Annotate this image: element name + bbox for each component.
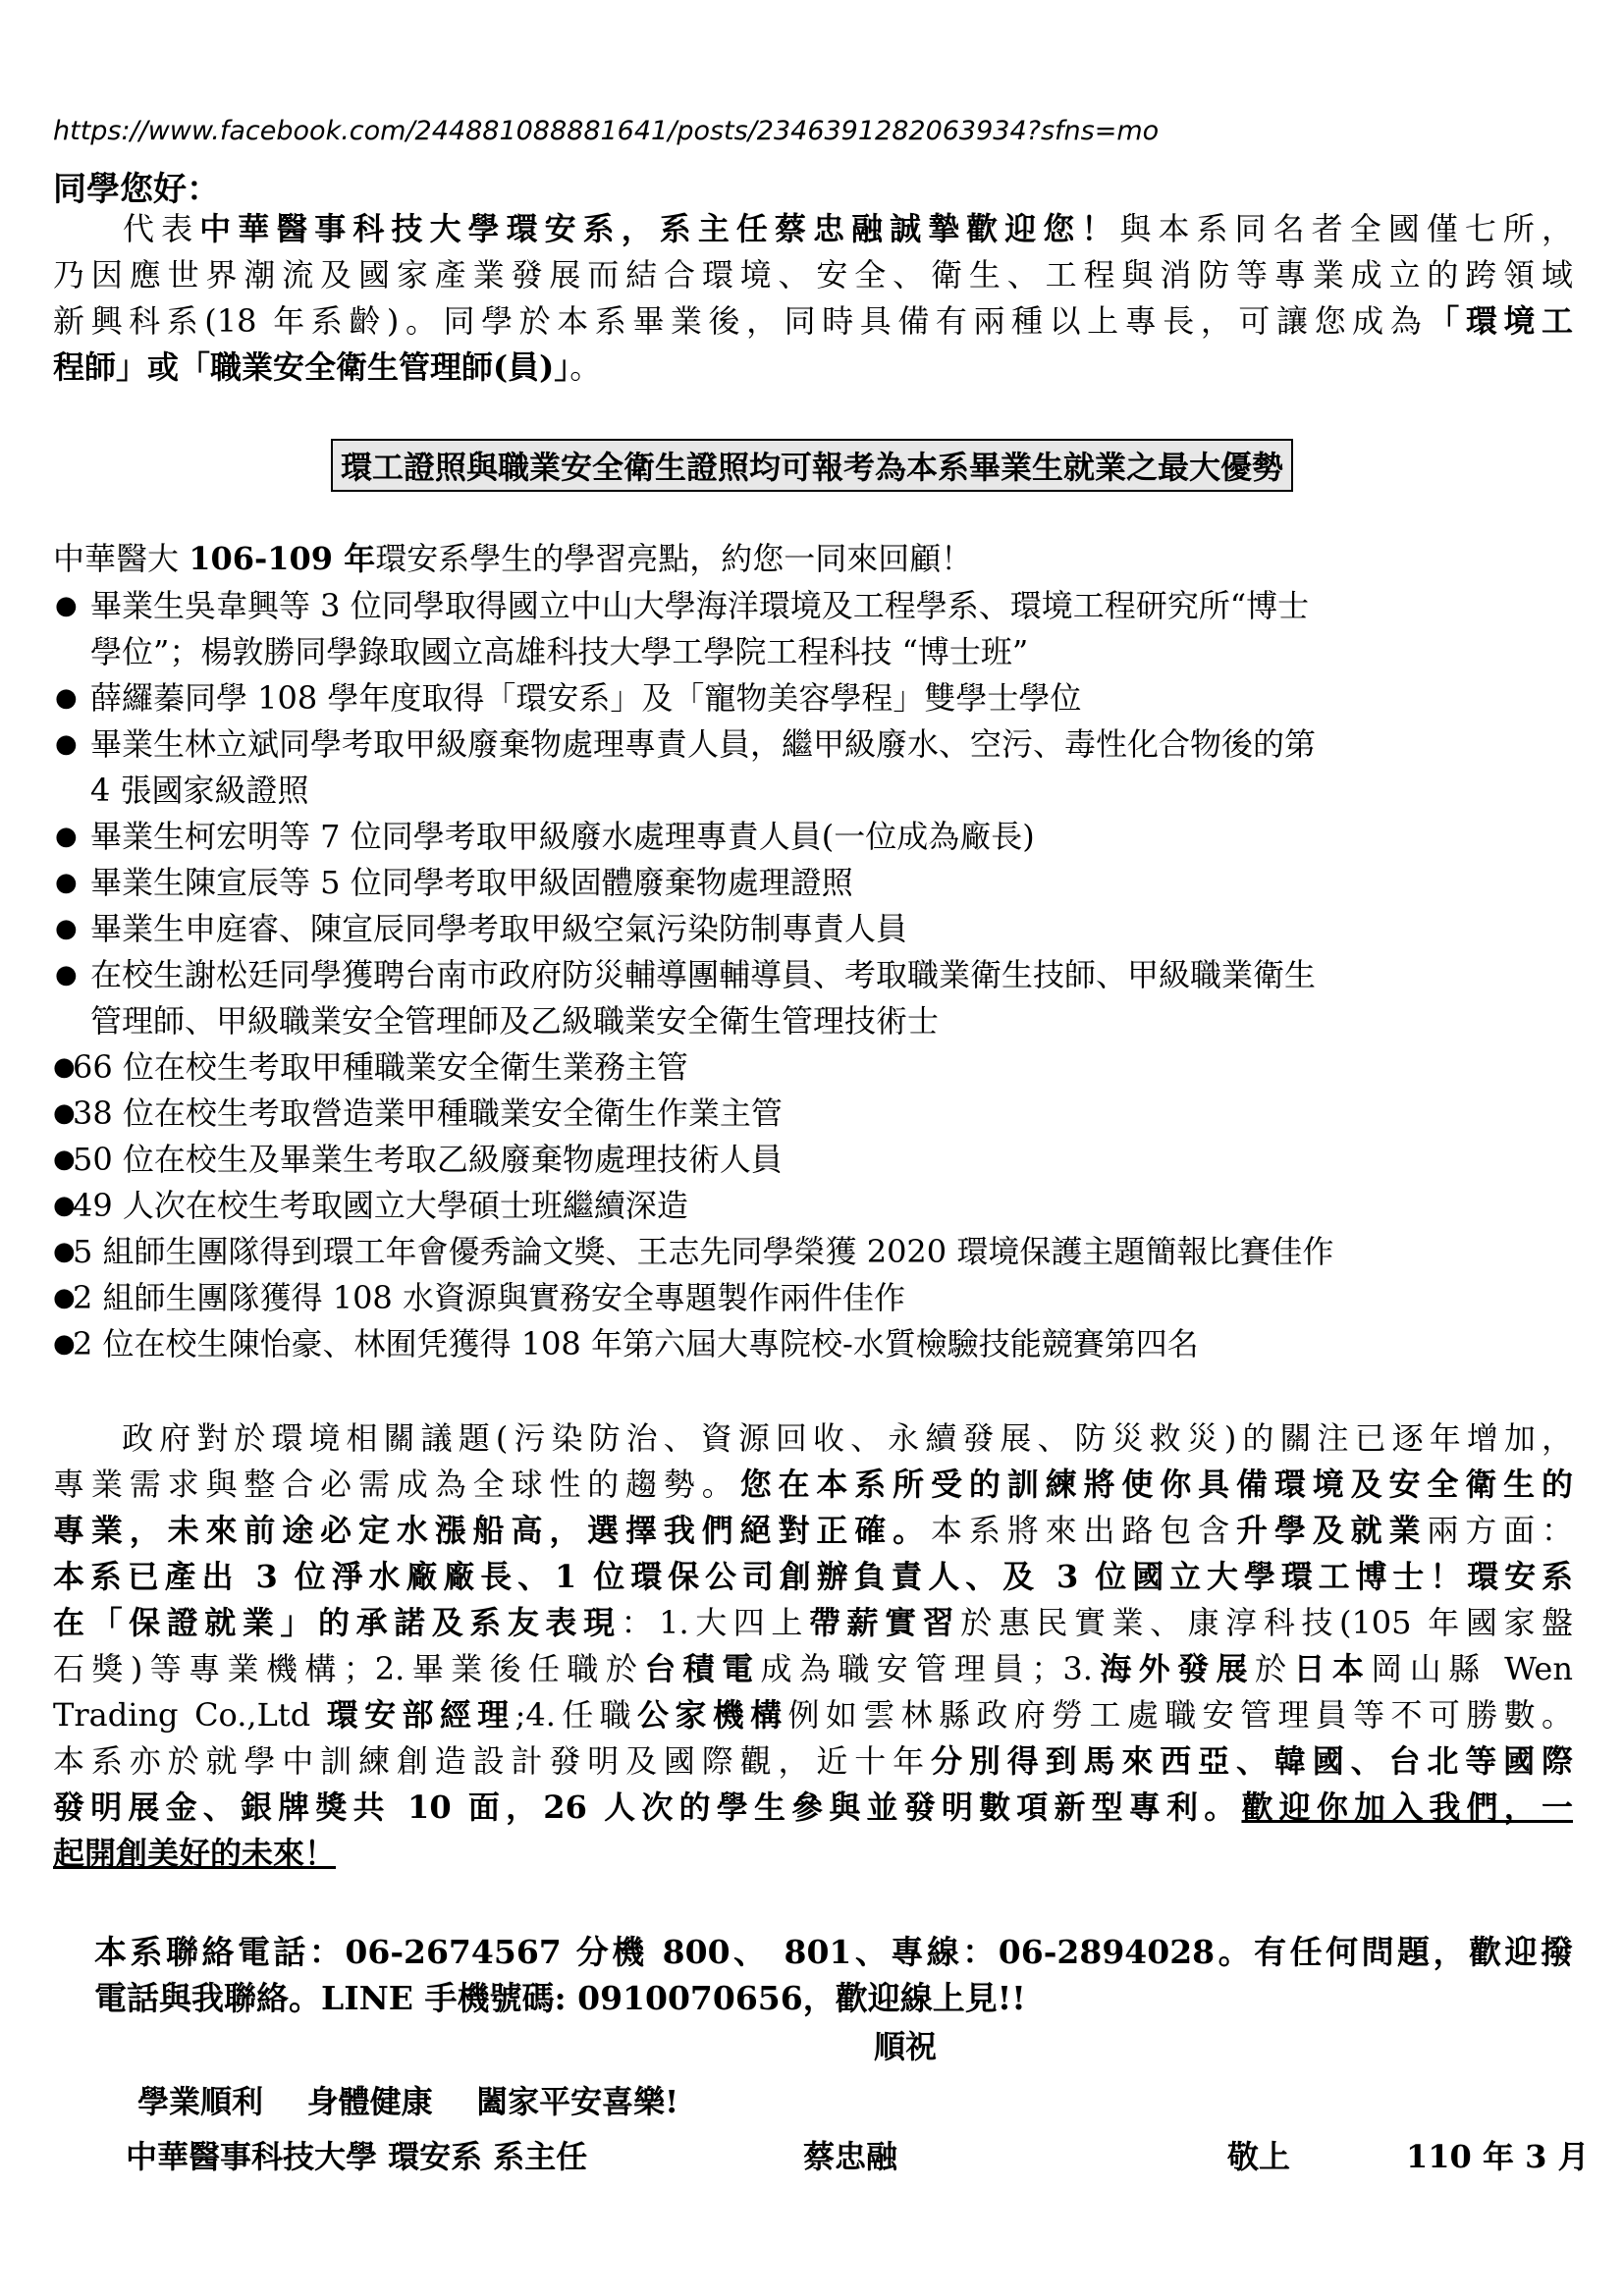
highlight-text: 畢業生陳宣辰等 5 位同學考取甲級固體廢棄物處理證照 (90, 864, 853, 901)
highlight-item (53, 952, 1585, 1044)
intro-text: 與本系同名者全國僅七所， (1119, 210, 1573, 247)
highlight-item (53, 1183, 1585, 1229)
signature-date: 110 年 3 月 (1406, 2138, 1590, 2175)
highlight-text: 學位”；楊敦勝同學錄取國立高雄科技大學工學院工程科技 “博士班” (90, 633, 1029, 670)
highlights-list (53, 583, 1585, 1367)
wishes: 學業順利 身體健康 闔家平安喜樂! (137, 2083, 679, 2120)
body-text: ：1.大四上 (621, 1604, 809, 1641)
highlight-item (53, 1275, 1585, 1321)
body-bold: 專業，未來前途必定水漲船高，選擇我們絕對正確。 (53, 1512, 932, 1549)
body-paragraph (53, 1415, 1573, 1877)
bullet-icon: ● (53, 1191, 76, 1220)
highlight-text: 畢業生柯宏明等 7 位同學考取甲級廢水處理專責人員(一位成為廠長) (90, 818, 1035, 855)
signature-org: 中華醫事科技大學 環安系 系主任 (126, 2138, 588, 2175)
heading-text: 中華醫大 (53, 540, 189, 577)
body-text: ;4.任職 (514, 1696, 638, 1734)
body-text: 於 (1255, 1650, 1294, 1687)
highlight-item (53, 906, 1585, 952)
highlight-text: 在校生謝松廷同學獲聘台南市政府防災輔導團輔導員、考取職業衛生技師、甲級職業衛生 (90, 956, 1317, 993)
body-bold: 台積電 (644, 1650, 761, 1687)
highlight-text: 50 位在校生及畢業生考取乙級廢棄物處理技術人員 (73, 1141, 783, 1178)
body-text: 本系亦於就學中訓練創造設計發明及國際觀，近十年 (53, 1742, 932, 1780)
bullet-icon: ● (55, 868, 78, 897)
banner-box: 環工證照與職業安全衛生證照均可報考為本系畢業生就業之最大優勢 (331, 439, 1293, 492)
body-bold: 分別得到馬來西亞、韓國、台北等國際 (931, 1742, 1573, 1780)
highlight-item (53, 860, 1585, 906)
body-bold: 日本 (1293, 1650, 1372, 1687)
body-bold: 公家機構 (637, 1696, 788, 1734)
body-bold-underline: 起開創美好的未來！ (53, 1835, 337, 1872)
highlight-text: 畢業生申庭睿、陳宣辰同學考取甲級空氣污染防制專責人員 (90, 910, 908, 947)
highlight-text: 畢業生林立斌同學考取甲級廢棄物處理專責人員，繼甲級廢水、空污、毒性化合物後的第 (90, 725, 1317, 763)
body-bold: 發明展金、銀牌獎共 10 面，26 人次的學生參與並發明數項新型專利。 (53, 1789, 1242, 1826)
bullet-icon: ● (53, 1283, 76, 1312)
heading-text: 環安系學生的學習亮點，約您一同來回顧！ (375, 540, 973, 577)
body-bold: 海外發展 (1092, 1650, 1256, 1687)
bullet-icon: ● (55, 683, 78, 713)
intro-text: 。 (569, 348, 602, 386)
highlight-text: 畢業生吳韋興等 3 位同學取得國立中山大學海洋環境及工程學系、環境工程研究所“博士 (90, 587, 1310, 624)
body-bold: 環安部經理 (326, 1696, 515, 1734)
contact-line: 本系聯絡電話：06-2674567 分機 800、 801、專線：06-2894028。有任何問題，歡迎撥 (94, 1933, 1573, 1971)
bullet-icon: ● (53, 1329, 76, 1359)
body-bold: 您在本系所受的訓練將使你具備環境及安全衛生的 (739, 1466, 1573, 1503)
highlight-text: 66 位在校生考取甲種職業安全衛生業務主管 (73, 1048, 688, 1086)
body-text: 石獎)等專業機構；2.畢業後任職於 (53, 1650, 645, 1687)
greeting: 同學您好： (53, 170, 220, 209)
bullet-icon: ● (55, 822, 78, 851)
body-bold: 本系已產出 3 位淨水廠廠長、1 位環保公司創辦負責人、及 3 位國立大學環工博士！環安系 (53, 1558, 1573, 1595)
intro-text: 代表 (116, 210, 200, 247)
heading-bold: 106-109 年 (189, 540, 376, 577)
bullet-icon: ● (53, 1052, 76, 1082)
body-text: 本系將來出路包含 (931, 1512, 1236, 1549)
highlight-item (53, 1229, 1585, 1275)
highlight-item (53, 583, 1585, 675)
highlight-text: 4 張國家級證照 (90, 772, 309, 809)
bullet-icon: ● (55, 729, 78, 759)
bullet-icon: ● (53, 1237, 76, 1266)
highlight-item (53, 1321, 1585, 1367)
body-text: 成為職安管理員；3. (760, 1650, 1093, 1687)
body-bold: 升學及就業 (1235, 1512, 1428, 1549)
intro-bold: 「環境工 (1428, 302, 1573, 340)
highlight-text: 5 組師生團隊得到環工年會優秀論文獎、王志先同學榮獲 2020 環境保護主題簡報比賽佳作 (73, 1233, 1334, 1270)
highlight-text: 2 組師生團隊獲得 108 水資源與實務安全專題製作兩件佳作 (73, 1279, 905, 1316)
highlight-item (53, 675, 1585, 721)
highlight-text: 薛纙蓁同學 108 學年度取得「環安系」及「寵物美容學程」雙學士學位 (90, 679, 1082, 717)
intro-bold: 中華醫事科技大學環安系，系主任蔡忠融誠摯歡迎您！ (199, 210, 1120, 247)
body-bold: 在「保證就業」的承諾及系友表現 (53, 1604, 622, 1641)
closing-word: 順祝 (874, 2028, 938, 2065)
body-text: 政府對於環境相關議題(污染防治、資源回收、永續發展、防災救災)的關注已逐年增加， (116, 1419, 1573, 1457)
highlight-item (53, 1044, 1585, 1091)
body-text: 於惠民實業、康淳科技(105 年國家盤 (960, 1604, 1573, 1641)
highlight-text: 管理師、甲級職業安全管理師及乙級職業安全衛生管理技術士 (90, 1002, 940, 1040)
highlight-text: 49 人次在校生考取國立大學碩士班繼續深造 (73, 1187, 688, 1224)
signature-respect: 敬上 (1227, 2138, 1291, 2175)
intro-text: 新興科系(18 年系齡)。同學於本系畢業後，同時具備有兩種以上專長，可讓您成為 (53, 302, 1429, 340)
highlight-item (53, 721, 1585, 814)
highlights-heading (53, 534, 972, 579)
bullet-icon: ● (55, 914, 78, 943)
body-bold-underline: 歡迎你加入我們，一 (1241, 1789, 1573, 1826)
body-text: 兩方面： (1427, 1512, 1573, 1549)
body-text: Trading Co.,Ltd (53, 1696, 327, 1734)
highlight-text: 38 位在校生考取營造業甲種職業安全衛生作業主管 (73, 1095, 783, 1132)
highlight-item (53, 814, 1585, 860)
body-text: 例如雲林縣政府勞工處職安管理員等不可勝數。 (787, 1696, 1573, 1734)
highlight-item (53, 1091, 1585, 1137)
contact-line: 電話與我聯絡。LINE 手機號碼: 0910070656，歡迎線上見!! (94, 1979, 1026, 2017)
signature-name: 蔡忠融 (803, 2138, 898, 2175)
body-text: 專業需求與整合必需成為全球性的趨勢。 (53, 1466, 740, 1503)
intro-paragraph (53, 206, 1573, 391)
bullet-icon: ● (53, 1145, 76, 1174)
intro-text: 乃因應世界潮流及國家產業發展而結合環境、安全、衛生、工程與消防等專業成立的跨領域 (53, 256, 1573, 294)
highlight-item (53, 1137, 1585, 1183)
bullet-icon: ● (53, 1098, 76, 1128)
banner-wrap (0, 439, 1624, 492)
contact-info (94, 1929, 1573, 2021)
bullet-icon: ● (55, 591, 78, 620)
source-url[interactable]: https://www.facebook.com/244881088881641/posts/2346391282063934?sfns=mo (53, 116, 1160, 146)
highlight-text: 2 位在校生陳怡豪、林囿凭獲得 108 年第六屆大專院校-水質檢驗技能競賽第四名 (73, 1325, 1199, 1362)
bullet-icon: ● (55, 960, 78, 989)
intro-bold: 程師」或「職業安全衛生管理師(員)」 (53, 348, 570, 386)
body-bold: 帶薪實習 (808, 1604, 961, 1641)
body-text: 岡山縣 Wen (1371, 1650, 1573, 1687)
